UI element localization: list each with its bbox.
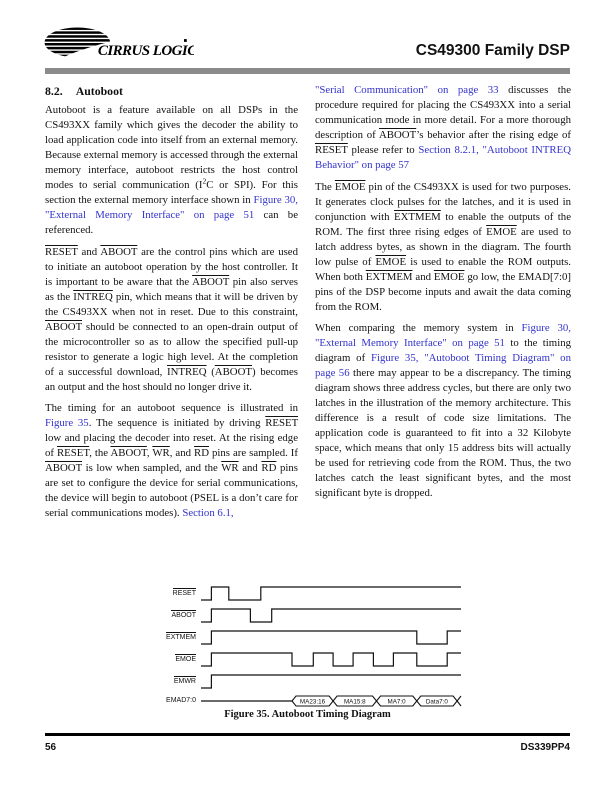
- pin-name: EXTMEM: [394, 210, 441, 223]
- waveform-trace: [201, 587, 461, 600]
- pin-name: EMOE: [486, 225, 517, 238]
- cirrus-logic-swirl-icon: [44, 26, 194, 60]
- pin-name: RESET: [315, 144, 348, 156]
- pin-name: $\overline{RD}$: [194, 447, 210, 459]
- body-text: are used to latch address bytes, as shown in the diagram. The fourth low pulse of: [315, 225, 571, 268]
- paragraph: [315, 180, 571, 315]
- body-text: The timing for an autoboot sequence is illustrated in: [45, 402, 298, 414]
- pin-name: INTREQ: [166, 365, 207, 378]
- right-column: [315, 83, 571, 508]
- signal-label: RESET: [172, 590, 196, 597]
- superscript: 2: [202, 176, 207, 186]
- pin-name: INTREQ: [73, 290, 113, 303]
- body-text: . The sequence is initiated by driving: [88, 417, 266, 429]
- body-text: go low, the EMAD[7:0] pins of the DSP become inputs and await the data coming from the ROM.: [315, 270, 571, 313]
- body-text: are the control pins which are used to initiate an autoboot operation by the host controller. It is important to be aware that the: [45, 245, 298, 288]
- waveform-trace: [201, 675, 461, 688]
- body-text: When comparing the memory system in: [315, 322, 522, 334]
- pin-name: EXTMEM: [365, 270, 413, 283]
- body-text: to enable the outputs of the ROM. The first three rising edges of: [315, 210, 571, 238]
- signal-label: EMOE: [175, 656, 196, 663]
- body-text: pin of the CS493XX is used for two purposes. It generates clock pulses for the latches, and it is used in conjunction with: [315, 180, 571, 223]
- body-text: please refer to: [347, 144, 419, 156]
- paragraph: [45, 401, 298, 521]
- body-text: and: [238, 462, 262, 474]
- cross-reference-link[interactable]: Figure 30, "External Memory Interface" on page 51: [45, 194, 298, 221]
- signal-label: ABOOT: [171, 612, 196, 619]
- pin-name: ABOOT: [100, 245, 138, 258]
- body-text: low and placing the decoder into reset. At the rising edge of: [45, 432, 298, 459]
- paragraph: [45, 103, 298, 238]
- section-number: 8.2.: [45, 84, 63, 98]
- pin-name: RESET: [265, 417, 298, 429]
- cross-reference-link[interactable]: Section 8.2.1, "Autoboot INTREQ Behavior" on page 57: [315, 144, 572, 171]
- body-text: pin also serves as the: [45, 275, 298, 303]
- pin-name: ABOOT: [214, 365, 252, 378]
- pin-name: $\overline{WR}$: [152, 447, 170, 459]
- pin-name: EMOE: [375, 255, 407, 268]
- body-text: , and: [169, 447, 195, 459]
- document-title: CS49300 Family DSP: [415, 42, 570, 59]
- pin-name: ABOOT: [110, 447, 147, 459]
- body-text: there may appear to be a discrepancy. The timing diagram shows three address cycles, but there are only two latches in the illustration of the memory architecture. This difference is a result of code size limitations. The application code is guaranteed to fit into a 32 Kilobyte space, which means that only 15 address bits will actually be used for retrieving code from the ROM. Thus, the two latches catch the least significant bytes, and the most significant byte is dropped.: [315, 367, 571, 499]
- cross-reference-link[interactable]: Figure 35, "Autoboot Timing Diagram" on page 56: [315, 352, 571, 379]
- cross-reference-link[interactable]: "Serial Communication" on page 33: [315, 84, 499, 96]
- section-title: Autoboot: [75, 84, 123, 98]
- cross-reference-link[interactable]: Figure 35: [45, 417, 89, 429]
- section-heading: [45, 84, 123, 99]
- waveform-trace: [201, 631, 461, 644]
- body-text: Autoboot is a feature available on all DSPs in the CS493XX family which gives the decoder the ability to load application code into itself from an external memory. Because external memory is accessed through the external memory interface, autoboot restricts the host control modes to serial communication (I: [45, 104, 298, 191]
- timing-diagram: [148, 585, 468, 720]
- body-text: ,: [146, 447, 153, 459]
- bus-value-label: MA23:16: [299, 698, 326, 706]
- waveform-trace: [201, 653, 461, 666]
- waveform-trace: [201, 609, 461, 622]
- pin-name: ABOOT: [192, 275, 230, 288]
- pin-name: EMOE: [334, 180, 366, 193]
- body-text: The: [315, 180, 335, 193]
- body-text: and: [77, 245, 101, 258]
- left-column: [45, 103, 298, 528]
- body-text: and: [412, 270, 434, 283]
- body-text: is low when sampled, and the: [82, 462, 222, 474]
- body-text: should be connected to an open-drain output of the microcontroller so as to allow the specified pull-up resistor to generate a logic high level. At the completion of a successful download,: [45, 320, 298, 378]
- bus-value-label: MA7:0: [387, 698, 406, 706]
- pin-name: $\overline{WR}$: [221, 462, 239, 474]
- cirrus-logic-logo: [44, 26, 194, 60]
- pin-name: ABOOT: [45, 462, 82, 474]
- figure-caption: Figure 35. Autoboot Timing Diagram: [224, 709, 391, 720]
- header-divider-bar: [45, 68, 570, 74]
- body-text: pins are sampled. If: [209, 447, 298, 459]
- pin-name: ABOOT: [45, 320, 82, 333]
- pin-name: ABOOT: [379, 129, 417, 141]
- body-text: (: [206, 365, 215, 378]
- body-text: is used to enable the ROM outputs. When both: [315, 255, 571, 283]
- cross-reference-link[interactable]: Figure 30, "External Memory Interface" on page 51: [315, 322, 571, 349]
- document-id: DS339PP4: [520, 742, 570, 753]
- paragraph: [315, 321, 571, 501]
- paragraph: [315, 83, 571, 173]
- pin-name: RESET: [56, 447, 90, 459]
- body-text: discusses the procedure required for placing the CS493XX into a serial communication mode in more detail. For a more thorough description of: [315, 84, 571, 141]
- body-text: ’s behavior after the rising edge of: [416, 129, 571, 141]
- body-text: , the: [89, 447, 111, 459]
- cross-reference-link[interactable]: Section 6.1,: [182, 507, 234, 519]
- bus-value-label: Data7:0: [425, 698, 448, 706]
- signal-label: EMAD7:0: [166, 697, 196, 704]
- page-number: 56: [45, 742, 57, 753]
- pin-name: RESET: [45, 245, 78, 258]
- bus-value-label: MA15:8: [343, 698, 366, 706]
- footer-rule: [45, 733, 570, 736]
- pin-name: EMOE: [433, 270, 465, 283]
- body-text: pin, which means that it will be driven by the CS493XX when not in reset. Due to this constraint,: [45, 290, 298, 318]
- body-text: pins are set to configure the device for serial communications, the device will begin to autoboot (PSEL is a don’t care for serial communications modes).: [45, 462, 298, 519]
- body-text: C or SPI). For this section the external memory interface shown in: [45, 179, 298, 206]
- logo-wordmark: CIRRUS LOGIC: [97, 43, 194, 60]
- paragraph: [45, 245, 298, 395]
- body-text: to the timing diagram of: [315, 337, 571, 364]
- body-text: ) becomes an output and the host should no longer drive it.: [45, 365, 298, 393]
- body-text: can be referenced.: [45, 209, 298, 236]
- signal-label: EXTMEM: [166, 634, 196, 641]
- signal-label: EMWR: [173, 678, 196, 685]
- bus-open-end: [457, 696, 461, 706]
- pin-name: $\overline{RD}$: [261, 462, 277, 474]
- timing-diagram-canvas: [148, 585, 468, 720]
